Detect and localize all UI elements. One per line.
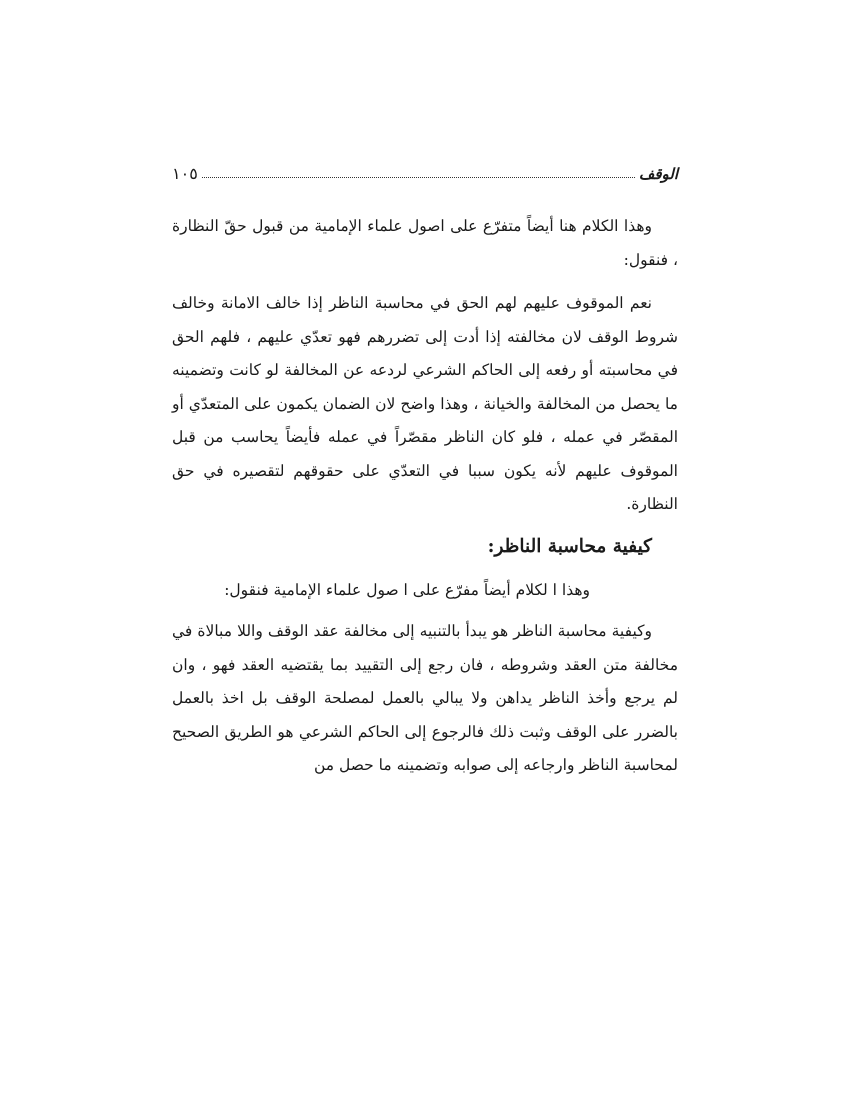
section-heading: كيفية محاسبة الناظر: — [487, 535, 652, 557]
paragraph-2: نعم الموقوف عليهم لهم الحق في محاسبة الناظر إذا خالف الامانة وخالف شروط الوقف لان مخالفته إذا أدت إلى تضررهم فهو تعدّي عليهم ، فلهم الحق في محاسبته أو رفعه إلى الحاكم الشرعي لردعه عن المخالفة لو كانت وتضمينه ما يحصل من المخالفة والخيانة ، وهذا واضح لان الضمان يكمون على المتعدّي أو المقصّر في عمله ، فلو كان الناظر مقصّراً في عمله فأيضاً يحاسب من قبل الموقوف عليهم لأنه يكون سببا في التعدّي على حقوقهم لتقصيره في حق النظارة. — [172, 294, 678, 513]
paragraph-1: وهذا الكلام هنا أيضاً متفرّع على اصول علماء الإمامية من قبول حقّ النظارة ، فنقول: — [172, 217, 678, 269]
page-header — [172, 155, 678, 183]
paragraph-3: وكيفية محاسبة الناظر هو يبدأ بالتنبيه إلى مخالفة عقد الوقف واللا مبالاة في مخالفة متن العقد وشروطه ، فان رجع إلى التقييد بما يقتضيه العقد فهو ، وان لم يرجع وأخذ الناظر يداهن ولا يبالي بالعمل لمصلحة الوقف بل اخذ بالعمل بالضرر على الوقف وثبت ذلك فالرجوع إلى الحاكم الشرعي هو الطريق الصحيح لمحاسبة الناظر وارجاعه إلى صوابه وتضمينه ما حصل من — [172, 622, 678, 774]
dotted-leader — [202, 177, 635, 178]
page-body — [172, 210, 678, 791]
section-intro: وهذا ا لكلام أيضاً مفرّع على ا صول علماء الإمامية فنقول: — [224, 580, 590, 599]
running-title: الوقف — [638, 165, 678, 183]
page-number: ١٠٥ — [172, 164, 198, 183]
